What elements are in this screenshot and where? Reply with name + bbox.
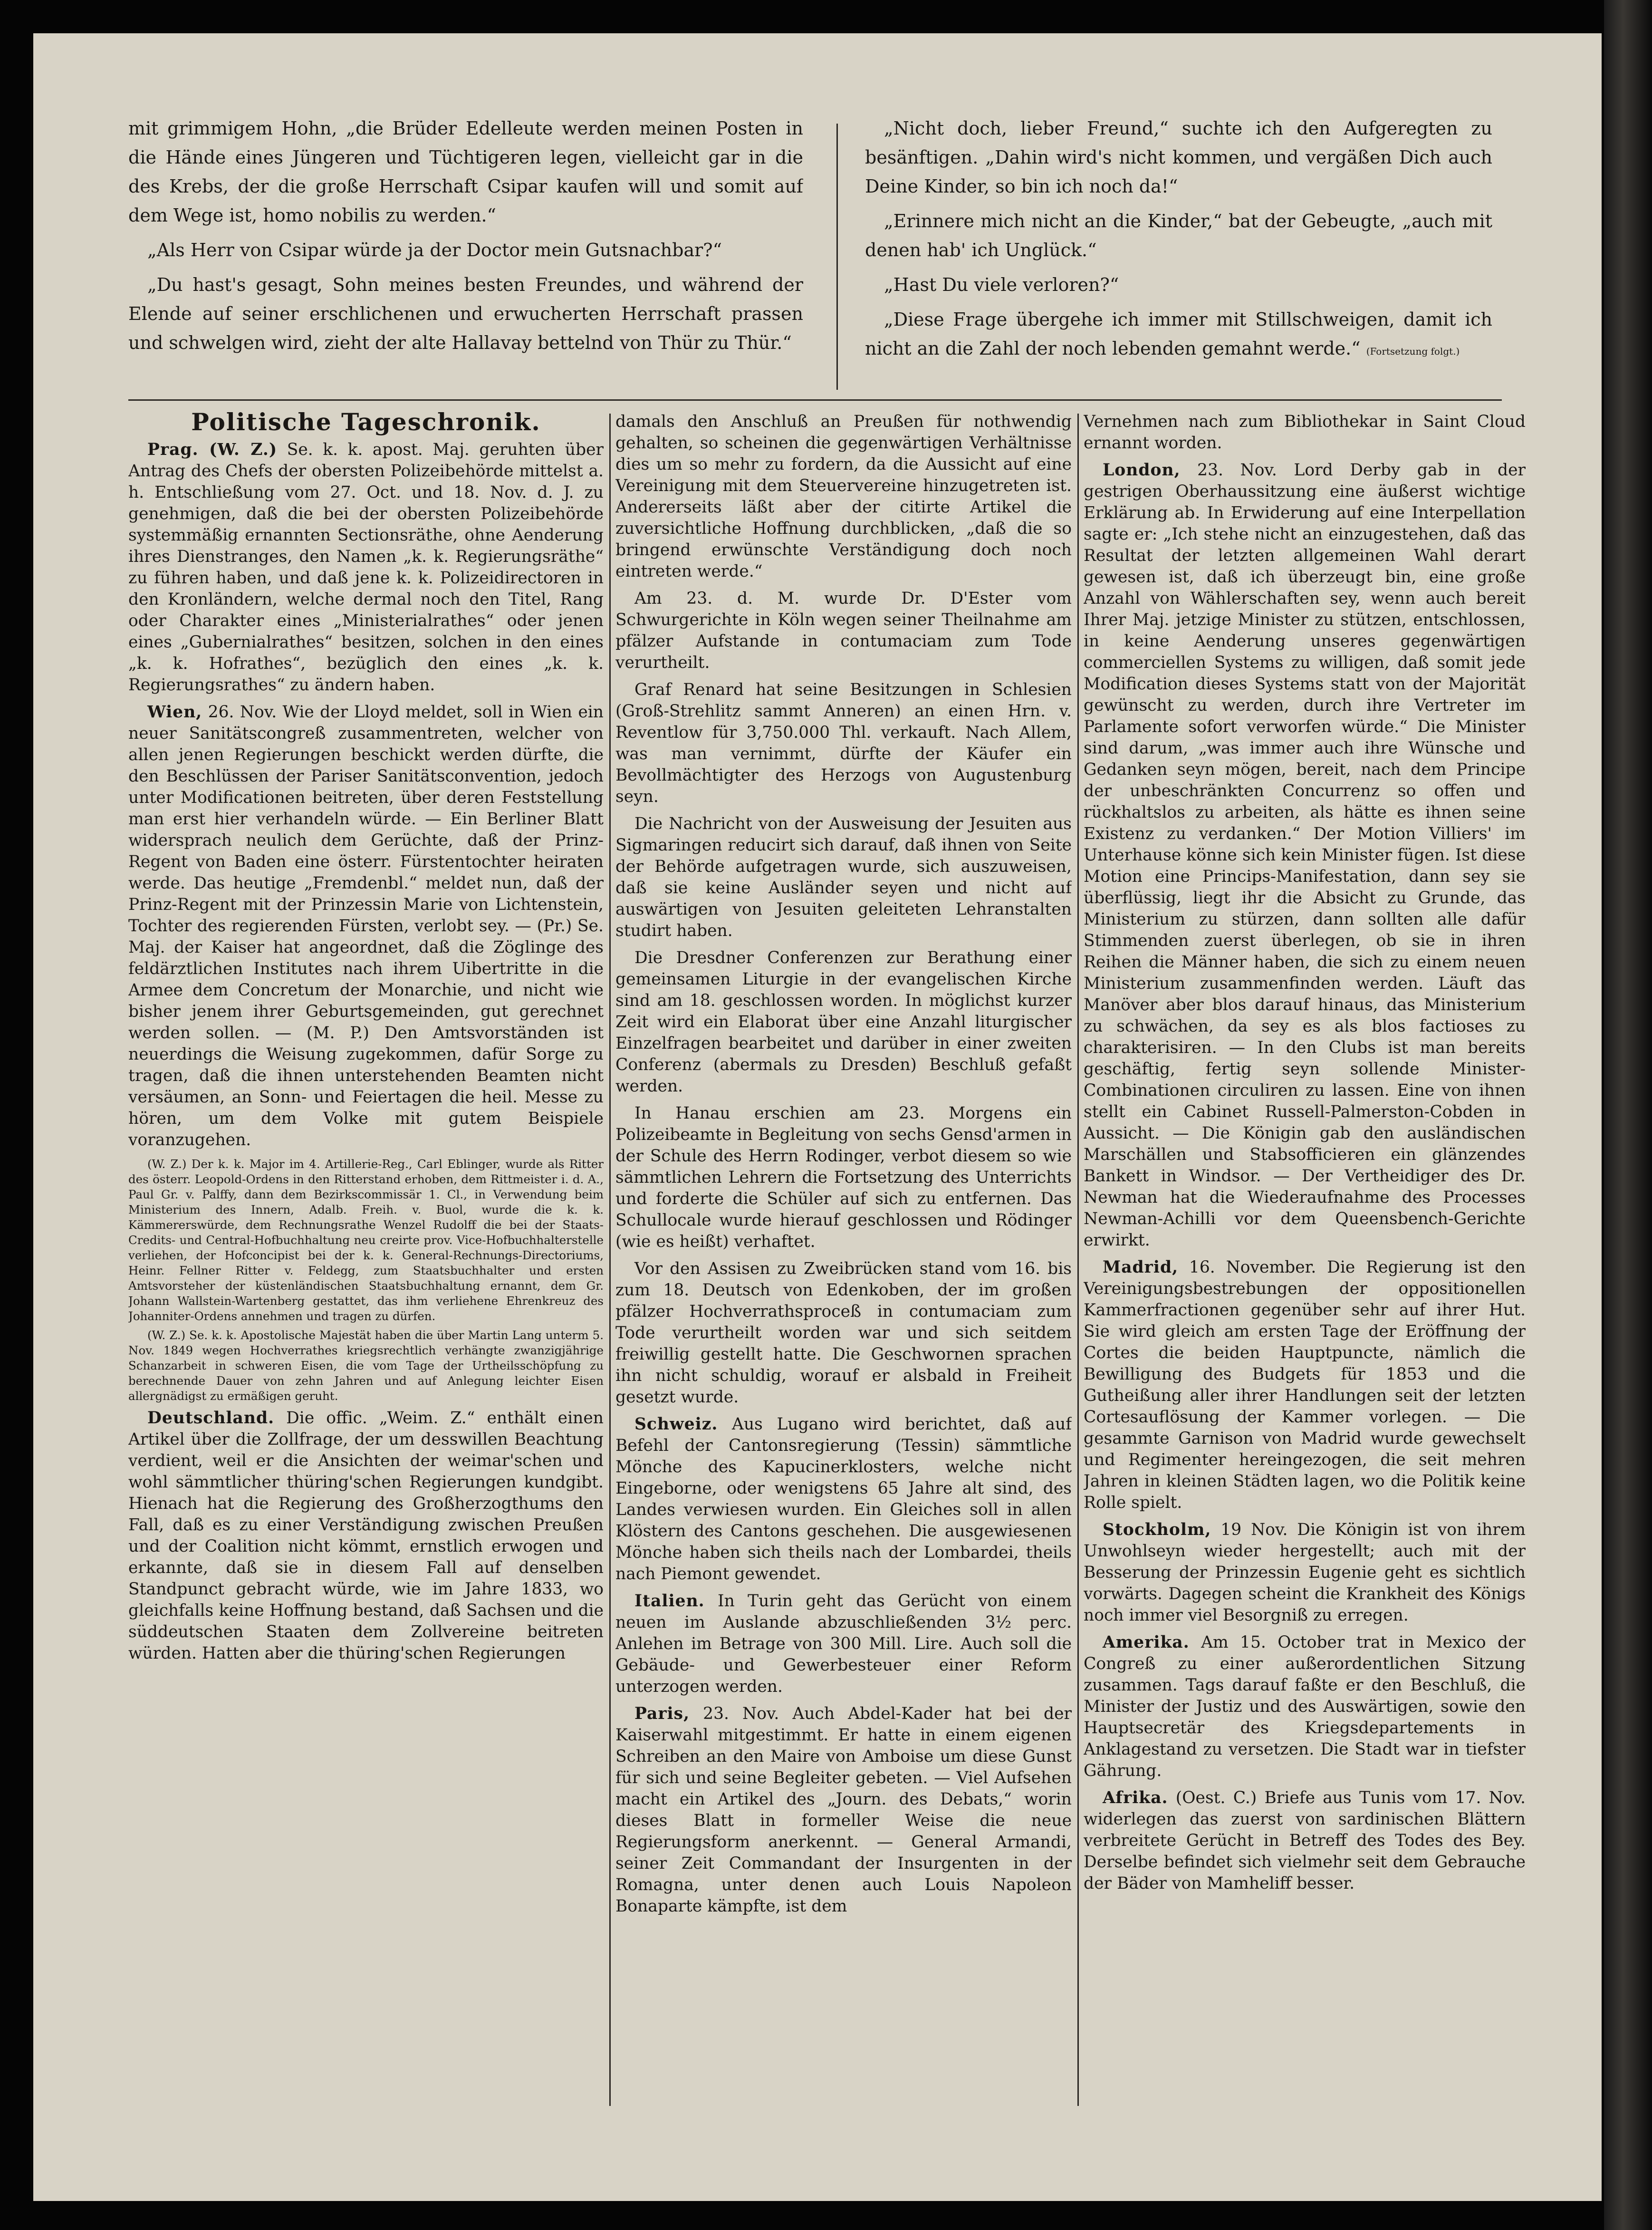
top-column-divider <box>836 124 838 390</box>
news-item <box>615 1414 1072 1585</box>
top-right-closing-text: „Diese Frage übergehe ich immer mit Stillschweigen, damit ich nicht an die Zahl der noch lebenden gemahnt werde.“ <box>865 309 1492 359</box>
news-item <box>615 1703 1072 1917</box>
news-text: Graf Renard hat seine Besitzungen in Schlesien (Groß-Strehlitz sammt Anneren) an einen Hrn. v. Reventlow für 3,750.000 Thl. verkauft. Nach Allem, was man vernimmt, dürfte der Käufer ein Bevollmächtigter des Herzogs von Augustenburg seyn. <box>615 680 1072 806</box>
news-place: Deutschland. <box>147 1409 275 1428</box>
small-notices <box>128 1157 604 1404</box>
news-text: Aus Lugano wird berichtet, daß auf Befehl der Cantonsregierung (Tessin) sämmtliche Mönche des Kapucinerklosters, welche nicht Eingeborne, oder wenigstens 65 Jahre alt sind, des Landes verwiesen wurden. Ein Gleiches soll in allen Klöstern des Cantons geschehen. Die ausgewiesenen Mönche haben sich theils nach der Lombardei, theils nach Piemont gewendet. <box>615 1415 1072 1583</box>
news-place: London, <box>1103 461 1181 480</box>
news-item <box>128 702 604 1151</box>
news-item <box>615 947 1072 1097</box>
section-divider <box>128 399 1502 401</box>
news-place: Italien. <box>634 1592 705 1611</box>
news-item <box>615 813 1072 942</box>
top-left-paragraph: „Als Herr von Csipar würde ja der Doctor mein Gutsnachbar?“ <box>147 240 722 261</box>
news-item <box>1084 1519 1526 1626</box>
news-text: Am 23. d. M. wurde Dr. D'Ester vom Schwurgerichte in Köln wegen seiner Theilnahme am pfälzer Aufstande in contumaciam zum Tode verurtheilt. <box>615 589 1072 672</box>
news-item <box>615 1258 1072 1408</box>
news-place: Prag. (W. Z.) <box>147 440 278 459</box>
chronicle-column-3 <box>1084 411 1526 2108</box>
news-place: Afrika. <box>1103 1788 1168 1807</box>
news-text: Se. k. k. apost. Maj. geruhten über Antrag des Chefs der obersten Polizeibehörde mittelst a. h. Entschließung vom 27. Oct. und 18. Nov. d. J. zu genehmigen, daß die bei der obersten Polizeibehörde systemmäßig ernannten Sectionsräthe, ohne Aenderung ihres Dienstranges, den Namen „k. k. Regierungsräthe“ zu führen haben, und daß jene k. k. Polizeidirectoren in den Kronländern, welche dermal noch den Titel, Rang oder Charakter eines „Ministerialrathes“ oder jenen eines „Gubernialrathes“ besitzen, solchen in den eines „k. k. Hofrathes“, bezüglich den eines „k. k. Regierungsrathes“ zu ändern haben. <box>128 440 604 695</box>
news-place: Stockholm, <box>1103 1520 1211 1539</box>
news-item <box>615 1103 1072 1253</box>
news-item <box>615 411 1072 582</box>
news-text: damals den Anschluß an Preußen für nothwendig gehalten, so scheinen die gegenwärtigen Verhältnisse dies um so mehr zu fordern, da die Aussicht auf eine Vereinigung mit dem Steuervereine hinzugetreten ist. Andererseits läßt aber der citirte Artikel die zuversichtliche Hoffnung durchblicken, „daß die so bringend erwünschte Verständigung doch noch eintreten werde.“ <box>615 412 1072 581</box>
news-item <box>1084 1632 1526 1782</box>
news-text: Vernehmen nach zum Bibliothekar in Saint Cloud ernannt worden. <box>1084 412 1526 453</box>
news-item <box>615 1591 1072 1698</box>
news-text: 26. Nov. Wie der Lloyd meldet, soll in Wien ein neuer Sanitätscongreß zusammentreten, welcher von allen jenen Regierungen beschickt werden dürfte, die den Beschlüssen der Pariser Sanitätsconvention, jedoch unter Modificationen beitreten, über deren Feststellung man erst hier verhandeln würde. — Ein Berliner Blatt widersprach neulich dem Gerüchte, daß der Prinz-Regent von Baden eine österr. Fürstentochter heiraten werde. Das heutige „Fremdenbl.“ meldet nun, daß der Prinz-Regent mit der Prinzessin Marie von Lichtenstein, Tochter des regierenden Fürsten, verlobt sey. — (Pr.) Se. Maj. der Kaiser hat angeordnet, daß die Zöglinge des feldärztlichen Institutes nach ihrem Uibertritte in die Armee dem Concretum der Monarchie, und nicht wie bisher jenem ihrer Geburtsgemeinden, gut gerechnet werden sollen. — (M. P.) Den Amtsvorständen ist neuerdings die Weisung zugekommen, dafür Sorge zu tragen, daß die ihnen unterstehenden Beamten nicht versäumen, an Sonn- und Feiertagen die heil. Messe zu hören, um dem Volke mit gutem Beispiele voranzugehen. <box>128 703 604 1149</box>
top-right-paragraph: „Erinnere mich nicht an die Kinder,“ bat der Gebeugte, „auch mit denen hab' ich Unglück.“ <box>865 211 1492 261</box>
news-place: Madrid, <box>1103 1258 1179 1277</box>
news-text: 16. November. Die Regierung ist den Vereinigungsbestrebungen der oppositionellen Kammerfractionen gegenüber sehr auf ihrer Hut. Sie wird gleich am ersten Tage der Eröffnung der Cortes die beiden Hauptpuncte, nämlich die Bewilligung des Budgets für 1853 und die Gutheißung aller ihrer Handlungen seit der letzten Cortesauflösung der Kammer vorlegen. — Die gesammte Garnison von Madrid wurde gewechselt und Regimenter hereingezogen, die seit mehren Jahren in kleinen Städten lagen, wo die Politik keine Rolle spielt. <box>1084 1258 1526 1512</box>
news-item <box>1084 1787 1526 1894</box>
continuation-note: (Fortsetzung folgt.) <box>1366 346 1460 357</box>
news-item <box>128 439 604 696</box>
news-place: Amerika. <box>1103 1633 1190 1652</box>
newspaper-page <box>33 33 1602 2201</box>
news-text: (Oest. C.) Briefe aus Tunis vom 17. Nov. widerlegen das zuerst von sardinischen Blättern verbreitete Gerücht in Betreff des Todes des Bey. Derselbe befindet sich vielmehr seit dem Gebrauche der Bäder von Mamheliff besser. <box>1084 1788 1526 1893</box>
news-text: Die offic. „Weim. Z.“ enthält einen Artikel über die Zollfrage, der um desswillen Beachtung verdient, weil er die Ansichten der weimar'schen und wohl sämmtlicher thüring'schen Regierungen kundgibt. Hienach hat die Regierung des Großherzogthums den Fall, daß es zu einer Verständigung zwischen Preußen und der Coalition nicht kömmt, ernstlich erwogen und erkannte, daß sie in diesem Fall auf denselben Standpunct gebracht würde, wie im Jahre 1833, wo gleichfalls keine Hoffnung bestand, daß Sachsen und die süddeutschen Staaten dem Zollvereine beitreten würden. Hatten aber die thüring'schen Regierungen <box>128 1409 604 1663</box>
news-place: Schweiz. <box>634 1415 718 1434</box>
top-right-paragraph: „Nicht doch, lieber Freund,“ suchte ich den Aufgeregten zu besänftigen. „Dahin wird's nicht kommen, und vergäßen Dich auch Deine Kinder, so bin ich noch da!“ <box>865 118 1492 197</box>
top-right-paragraph: „Hast Du viele verloren?“ <box>884 274 1119 295</box>
news-item <box>128 1408 604 1664</box>
top-left-paragraph: mit grimmigem Hohn, „die Brüder Edelleute werden meinen Posten in die Hände eines Jüngeren und Tüchtigeren legen, vielleicht gar in die des Krebs, der die große Herrschaft Csipar kaufen will und somit auf dem Wege ist, homo nobilis zu werden.“ <box>128 118 803 226</box>
section-heading: Politische Tageschronik. <box>191 411 541 436</box>
news-item <box>1084 411 1526 454</box>
small-notice: (W. Z.) Der k. k. Major im 4. Artillerie-Reg., Carl Eblinger, wurde als Ritter des österr. Leopold-Ordens in den Ritterstand erhoben, dem Rittmeister i. d. A., Paul Gr. v. Palffy, dann dem Bezirkscommissär 1. Cl., in Verwendung beim Ministerium des Innern, Adalb. Freih. v. Buol, wurde die k. k. Kämmererswürde, dem Rechnungsrathe Wenzel Rudolff die bei der Staats-Credits- und Central-Hofbuchhaltung neu creirte prov. Vice-Hofbuchhalterstelle verliehen, der Hofconcipist bei der k. k. General-Rechnungs-Directoriums, Heinr. Fellner Ritter v. Feldegg, zum Staatsbuchhalter und ersten Amtsvorsteher der küstenländischen Staatsbuchhaltung ernannt, dem Gr. Johann Wallstein-Wartenberg gestattet, das ihm verliehene Ehrenkreuz des Johanniter-Ordens annehmen und tragen zu dürfen. <box>128 1157 604 1323</box>
column-divider <box>609 414 611 2106</box>
news-text: 23. Nov. Lord Derby gab in der gestrigen Oberhaussitzung eine äußerst wichtige Erklärung ab. In Erwiderung auf eine Interpellation sagte er: „Ich stehe nicht an einzugestehen, daß das Resultat der letzten allgemeinen Wahl derart gewesen ist, daß ich überzeugt bin, eine große Anzahl von Wählerschaften sey, wenn auch bereit Ihrer Maj. jetzige Minister zu stützen, entschlossen, in keine Aenderung unseres gegenwärtigen commerciellen Systems zu willigen, daß somit jede Modification dieses Systems statt von der Majorität gewünscht zu werden, durch ihre Vertreter im Parlamente sofort verworfen würde.“ Die Minister sind darum, „was immer auch ihre Wünsche und Gedanken seyn mögen, bereit, nach dem Principe der unbeschränkten Concurrenz so offen und rückhaltslos zu arbeiten, als hätte es ihnen seine Existenz zu verdanken.“ Der Motion Villiers' im Unterhause könne sich kein Minister fügen. Ist diese Motion eine Princips-Manifestation, dann sey sie überflüssig, liegt ihr die Absicht zu Grunde, das Ministerium zu stürzen, dann sollten alle dafür Stimmenden zuerst überlegen, ob sie in ihren Reihen die Männer haben, die sich zu einem neuen Ministerium zusammenfinden werden. Läuft das Manöver aber blos darauf hinaus, das Ministerium zu schwächen, da sey es als blos factioses zu charakterisiren. — In den Clubs ist man bereits geschäftig, fertig seyn sollende Minister-Combinationen circuliren zu lassen. Eine von ihnen stellt ein Cabinet Russell-Palmerston-Cobden in Aussicht. — Die Königin gab den ausländischen Marschällen und Stabsofficieren ein glänzendes Bankett in Windsor. — Der Vertheidiger des Dr. Newman hat die Wiederaufnahme des Processes Newman-Achilli vor dem Queensbench-Gerichte erwirkt. <box>1084 461 1526 1250</box>
news-text: In Hanau erschien am 23. Morgens ein Polizeibeamte in Begleitung von sechs Gensd'armen in der Schule des Herrn Rodinger, verbot diesem so wie sämmtlichen Lehrern die Fortsetzung des Unterrichts und forderte die Schüler auf sich zu entfernen. Das Schullocale wurde hierauf geschlossen und Rödinger (wie es heißt) verhaftet. <box>615 1104 1072 1251</box>
news-text: Die Nachricht von der Ausweisung der Jesuiten aus Sigmaringen reducirt sich darauf, daß ihnen von Seite der Behörde aufgetragen wurde, sich auszuweisen, daß sie keine Ausländer seyen und nicht auf auswärtigen von Jesuiten geleiteten Lehranstalten studirt haben. <box>615 814 1072 940</box>
news-item <box>615 679 1072 808</box>
chronicle-column-2 <box>615 411 1072 2108</box>
news-place: Paris, <box>634 1704 690 1723</box>
top-left-paragraph: „Du hast's gesagt, Sohn meines besten Freundes, und während der Elende auf seiner erschlichenen und erwucherten Herrschaft prassen und schwelgen wird, zieht der alte Hallavay bettelnd von Thür zu Thür.“ <box>128 274 803 353</box>
chronicle-column-1 <box>128 411 604 2108</box>
news-text: 23. Nov. Auch Abdel-Kader hat bei der Kaiserwahl mitgestimmt. Er hatte in einem eigenen Schreiben an den Maire von Amboise um diese Gunst für sich und seine Begleiter gebeten. — Viel Aufsehen macht ein Artikel des „Journ. des Debats,“ worin dieses Blatt in formeller Weise die neue Regierungsform anerkennt. — General Armandi, seiner Zeit Commandant der Insurgenten in der Romagna, unter denen auch Louis Napoleon Bonaparte kämpfte, ist dem <box>615 1704 1072 1916</box>
news-text: Die Dresdner Conferenzen zur Berathung einer gemeinsamen Liturgie in der evangelischen Kirche sind am 18. geschlossen worden. In möglichst kurzer Zeit wird ein Elaborat über eine Anzahl liturgischer Einzelfragen bearbeitet und darüber in einer zweiten Conferenz (abermals zu Dresden) Beschluß gefaßt werden. <box>615 948 1072 1096</box>
news-text: In Turin geht das Gerücht von einem neuen im Auslande abzuschließenden 3½ perc. Anlehen im Betrage von 300 Mill. Lire. Auch soll die Gebäude- und Gewerbesteuer einer Reform unterzogen werden. <box>615 1592 1072 1696</box>
top-right-column <box>865 114 1492 395</box>
news-place: Wien, <box>147 703 202 722</box>
news-item <box>1084 1257 1526 1514</box>
top-left-column <box>128 114 803 361</box>
news-item <box>1084 460 1526 1251</box>
news-text: 19 Nov. Die Königin ist von ihrem Unwohlseyn wieder hergestellt; auch mit der Besserung der Prinzessin Eugenie geht es sichtlich vorwärts. Dagegen scheint die Krankheit des Königs noch immer viel Besorgniß zu erregen. <box>1084 1520 1526 1625</box>
news-text: Vor den Assisen zu Zweibrücken stand vom 16. bis zum 18. Deutsch von Edenkoben, der im großen pfälzer Hochverrathsproceß in contumaciam zum Tode verurtheilt worden war und sich seitdem freiwillig gestellt hatte. Die Geschwornen sprachen ihn nicht schuldig, worauf er alsbald in Freiheit gesetzt wurde. <box>615 1259 1072 1407</box>
top-right-paragraph <box>865 305 1492 366</box>
news-text: Am 15. October trat in Mexico der Congreß zu einer außerordentlichen Sitzung zusammen. Tags darauf faßte er den Beschluß, die Minister der Justiz und des Auswärtigen, sowie den Hauptsecretär des Kriegsdepartements in Anklagestand zu versetzen. Die Stadt war in tiefster Gährung. <box>1084 1633 1526 1780</box>
small-notice: (W. Z.) Se. k. k. Apostolische Majestät haben die über Martin Lang unterm 5. Nov. 1849 wegen Hochverrathes kriegsrechtlich verhängte zwanzigjährige Schanzarbeit in schweren Eisen, die vom Tage der Urtheilsschöpfung zu berechnende Dauer von zehn Jahren und auf Anlegung leichter Eisen allergnädigst zu ermäßigen geruht. <box>128 1328 604 1403</box>
book-spine-edge <box>1604 0 1652 2230</box>
column-divider <box>1077 414 1079 2106</box>
news-item <box>615 588 1072 674</box>
